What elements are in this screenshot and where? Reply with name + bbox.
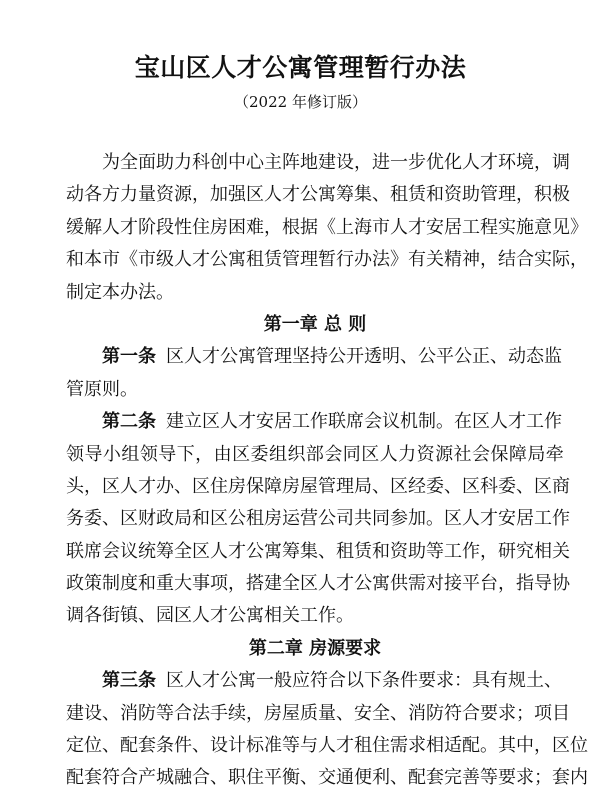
text-line: 配 套 符 合 产 城 融 合 、 职 住 平 衡 、 交 通 便 利 、 配 套 完 善 等 要 求 ； 套 内 <box>66 767 588 789</box>
text-line: 调各街镇、园区人才公寓相关工作。 <box>66 605 354 627</box>
article-label: 第一条 <box>102 346 156 368</box>
chapter-heading: 第一章 总 则 <box>263 313 367 335</box>
article-label: 第二条 <box>102 411 156 433</box>
text-line: 头 ， 区 人 才 办 、 区 住 房 保 障 房 屋 管 理 局 、 区 经 委 、 区 科 委 、 区 商 <box>66 475 570 497</box>
text-line: 制定本办法。 <box>66 281 174 303</box>
document-body <box>66 147 588 795</box>
article-label: 第三条 <box>102 670 156 692</box>
text-line: 动 各 方 力 量 资 源 ， 加 强 区 人 才 公 寓 筹 集 、 租 赁 和 资 助 管 理 ， 积 极 <box>66 184 570 206</box>
text-line: 务 委 、 区 财 政 局 和 区 公 租 房 运 营 公 司 共 同 参 加 。 区 人 才 安 居 工 作 <box>66 508 570 530</box>
preamble-paragraph <box>66 147 588 309</box>
text-line: 缓 解 人 才 阶 段 性 住 房 困 难 ， 根 据 《 上 海 市 人 才 安 居 工 程 实 施 意 见 》 <box>66 216 588 238</box>
article-text: 建立区人才安居工作联席会议机制。在区人才工作 <box>166 411 562 433</box>
chapter-heading: 第二章 房源要求 <box>248 637 382 659</box>
article-2 <box>66 406 570 633</box>
text-line: 和 本 市 《 市 级 人 才 公 寓 租 赁 管 理 暂 行 办 法 》 有 关 精 神 ， 结 合 实 际 ， <box>66 249 588 271</box>
text-line: 建 设 、 消 防 等 合 法 手 续 ， 房 屋 质 量 、 安 全 、 消 防 符 合 要 求 ； 项 目 <box>66 702 570 724</box>
article-text: 区人才公寓管理坚持公开透明、公平公正、动态监 <box>166 346 562 368</box>
text-line: 定 位 、 配 套 条 件 、 设 计 标 准 等 与 人 才 租 住 需 求 相 适 配 。 其 中 ， 区 位 <box>66 735 588 757</box>
article-text: 区人才公寓一般应符合以下条件要求：具有规土、 <box>166 670 562 692</box>
text-line: 领 导 小 组 领 导 下 ， 由 区 委 组 织 部 会 同 区 人 力 资 源 社 会 保 障 局 牵 <box>66 443 564 465</box>
text-line: 管原则。 <box>66 378 138 400</box>
article-3 <box>66 665 588 795</box>
text-line <box>66 341 564 373</box>
text-line <box>66 406 564 438</box>
text-line <box>66 665 564 697</box>
text-line: 政 策 制 度 和 重 大 事 项 ， 搭 建 全 区 人 才 公 寓 供 需 对 接 平 台 ， 指 导 协 <box>66 573 570 595</box>
text-line: 为 全 面 助 力 科 创 中 心 主 阵 地 建 设 ， 进 一 步 优 化 人 才 环 境 ， 调 <box>102 152 570 173</box>
document-subtitle: （2022 年修订版） <box>234 93 367 111</box>
article-1 <box>66 341 564 406</box>
document-title: 宝山区人才公寓管理暂行办法 <box>134 53 467 82</box>
text-line: 联 席 会 议 统 筹 全 区 人 才 公 寓 筹 集 、 租 赁 和 资 助 等 工 作 ， 研 究 相 关 <box>66 540 570 562</box>
